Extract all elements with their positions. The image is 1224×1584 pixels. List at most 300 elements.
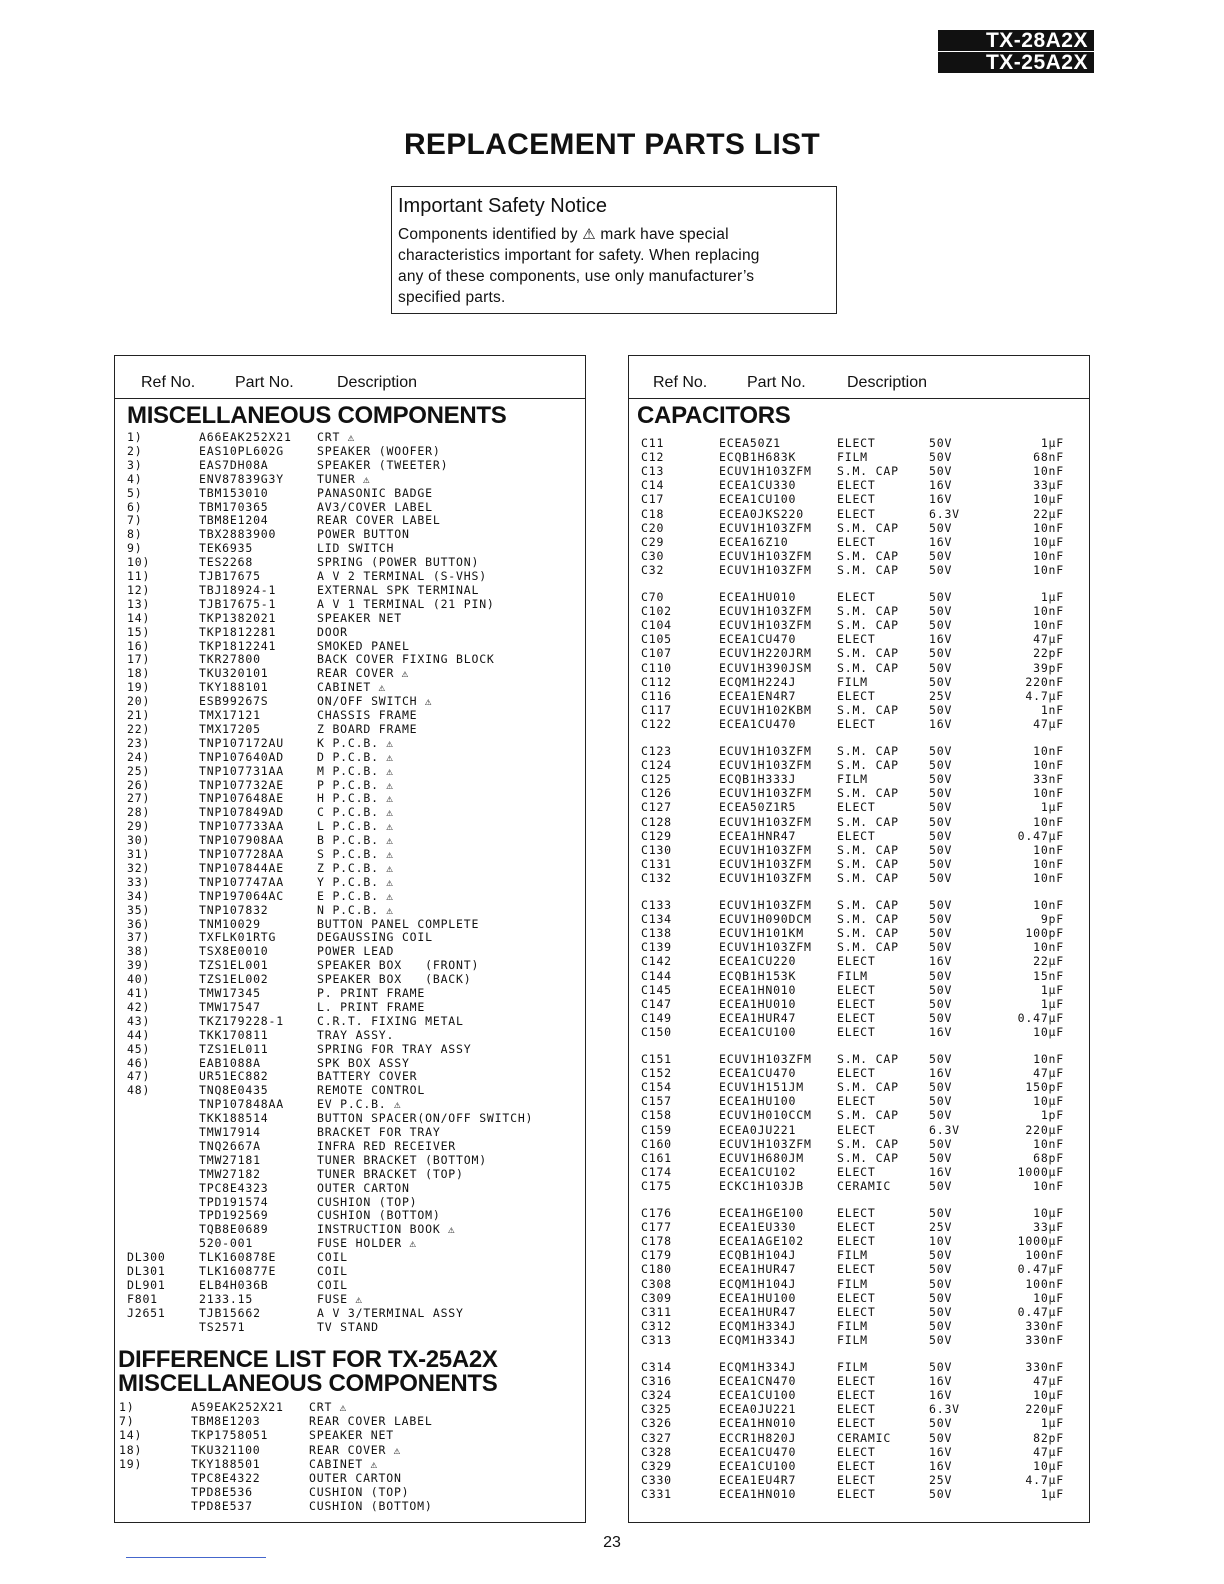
part-number: ECUV1H103ZFM (719, 842, 812, 857)
voltage-rating: 50V (929, 1262, 953, 1277)
voltage-rating: 50V (929, 1052, 953, 1066)
capacitance-value: 10nF (1033, 758, 1064, 773)
part-description: S P.C.B. ⚠ (317, 847, 394, 861)
ref-number: C157 (641, 1094, 672, 1109)
part-row (115, 1428, 575, 1442)
part-number: TNP107728AA (199, 847, 284, 861)
part-description: BACK COVER FIXING BLOCK (317, 652, 495, 667)
part-number: TES2268 (199, 555, 254, 570)
voltage-rating: 50V (929, 1178, 953, 1193)
cap-type: ELECT (837, 1388, 876, 1403)
part-description: REAR COVER ⚠ (317, 666, 410, 681)
capacitor-row (629, 1374, 1084, 1388)
part-number: ECEA1HN010 (719, 1486, 797, 1501)
cap-type: ELECT (837, 1304, 876, 1319)
part-row (115, 597, 575, 611)
part-description: LID SWITCH (317, 541, 395, 556)
part-row (115, 1400, 575, 1414)
warning-triangle-icon: ⚠ (332, 1401, 348, 1414)
part-description: COIL (317, 1264, 348, 1278)
part-description: SPRING (POWER BUTTON) (317, 555, 480, 570)
capacitance-value: 10nF (1033, 940, 1064, 955)
part-row (115, 1278, 575, 1292)
ref-number: C152 (641, 1066, 672, 1081)
ref-number: C127 (641, 800, 672, 815)
part-number: TZS1EL001 (199, 958, 269, 973)
cap-type: S.M. CAP (837, 646, 899, 661)
voltage-rating: 16V (929, 954, 953, 969)
part-number: ECEA1CU220 (719, 954, 797, 969)
ref-number: 42) (127, 999, 151, 1014)
warning-triangle-icon: ⚠ (378, 778, 394, 792)
part-row (115, 903, 575, 917)
ref-number: C175 (641, 1178, 672, 1193)
ref-number: C312 (641, 1318, 672, 1333)
voltage-rating: 50V (929, 842, 953, 857)
cap-type: ELECT (837, 534, 876, 549)
ref-number: C177 (641, 1220, 672, 1235)
capacitor-row (629, 675, 1084, 689)
part-number: ECEA1CN470 (719, 1374, 797, 1389)
part-number: ECQB1H153K (719, 968, 797, 983)
part-number: TMW17914 (199, 1125, 261, 1139)
warning-triangle-icon: ⚠ (378, 861, 394, 875)
voltage-rating: 50V (929, 870, 953, 885)
part-row (115, 500, 575, 514)
part-number: TMX17205 (199, 721, 261, 736)
capacitance-value: 1µF (1040, 1416, 1064, 1431)
capacitance-value: 10µF (1033, 492, 1064, 507)
cap-type: ELECT (837, 1220, 876, 1235)
ref-number: 21) (127, 708, 151, 722)
part-number: ECUV1H103ZFM (719, 520, 812, 535)
part-row (115, 1485, 575, 1499)
part-row (115, 1443, 575, 1457)
part-number: TJB17675 (199, 569, 261, 583)
ref-number: 7) (119, 1414, 135, 1429)
part-row (115, 430, 575, 444)
voltage-rating: 25V (929, 1472, 953, 1487)
capacitance-value: 10nF (1033, 562, 1064, 577)
part-number: ECUV1H103ZFM (719, 1136, 812, 1151)
part-description: L P.C.B. ⚠ (317, 819, 394, 834)
ref-number: C161 (641, 1150, 672, 1165)
cap-type: ELECT (837, 982, 876, 997)
part-number: ECCR1H820J (719, 1430, 797, 1445)
part-row (115, 625, 575, 639)
capacitance-value: 220µF (1025, 1402, 1064, 1417)
part-row (115, 1028, 575, 1042)
ref-number: C20 (641, 520, 665, 535)
part-number: ECEA1CU470 (719, 632, 797, 647)
capacitance-value: 33nF (1033, 772, 1064, 787)
ref-number: 46) (127, 1055, 151, 1070)
ref-number: C178 (641, 1234, 672, 1249)
part-row (115, 1000, 575, 1014)
cap-type: ELECT (837, 436, 876, 450)
capacitor-row (629, 815, 1084, 829)
ref-number: C142 (641, 954, 672, 969)
capacitance-value: 330nF (1025, 1360, 1064, 1374)
voltage-rating: 50V (929, 800, 953, 815)
voltage-rating: 16V (929, 1444, 953, 1459)
capacitor-row (629, 549, 1084, 563)
capacitance-value: 1000µF (1017, 1164, 1064, 1179)
cap-type: S.M. CAP (837, 912, 899, 927)
part-row (115, 1069, 575, 1083)
cap-type: ELECT (837, 1164, 876, 1179)
voltage-rating: 16V (929, 632, 953, 647)
ref-number: 16) (127, 638, 151, 653)
part-row (115, 1139, 575, 1153)
capacitor-row (629, 478, 1084, 492)
part-row (115, 778, 575, 792)
part-number: ESB99267S (199, 694, 269, 709)
ref-number: 3) (127, 457, 143, 472)
capacitor-row (629, 1108, 1084, 1122)
part-number: TMW27181 (199, 1152, 261, 1167)
capacitance-value: 10nF (1033, 520, 1064, 535)
capacitance-value: 10µF (1033, 1024, 1064, 1039)
ref-number: C331 (641, 1486, 672, 1501)
part-number: ECEA1EN4R7 (719, 688, 797, 703)
part-number: EAB1088A (199, 1055, 261, 1070)
notice-line1-pre: Components identified by (398, 226, 578, 243)
voltage-rating: 50V (929, 1416, 953, 1431)
part-number: TNP107640AD (199, 749, 284, 764)
warning-triangle-icon: ⚠ (363, 1457, 378, 1471)
part-number: ECUV1H102KBM (719, 702, 812, 717)
header-divider (115, 398, 585, 399)
ref-number: C133 (641, 898, 672, 912)
voltage-rating: 16V (929, 1374, 953, 1389)
ref-number: C314 (641, 1360, 672, 1374)
column-header-ref: Ref No. (653, 374, 708, 391)
part-description: A V 1 TERMINAL (21 PIN) (317, 596, 495, 611)
ref-number: 15) (127, 624, 151, 639)
ref-number: 25) (127, 763, 151, 778)
capacitance-value: 10µF (1033, 1094, 1064, 1109)
cap-type: ELECT (837, 716, 876, 731)
part-description: A V 3/TERMINAL ASSY (317, 1305, 464, 1320)
part-number: TNP107733AA (199, 819, 284, 834)
ref-number: C134 (641, 912, 672, 927)
part-number: ECUV1H103ZFM (719, 898, 812, 912)
ref-number: 22) (127, 721, 151, 736)
ref-number: C126 (641, 786, 672, 801)
voltage-rating: 50V (929, 1332, 953, 1347)
ref-number: C151 (641, 1052, 672, 1066)
safety-notice-text (398, 224, 830, 308)
part-description: COIL (317, 1277, 348, 1292)
voltage-rating: 50V (929, 520, 953, 535)
part-row (115, 486, 575, 500)
capacitance-value: 47µF (1033, 1444, 1064, 1459)
ref-number: 43) (127, 1013, 151, 1028)
notice-line2: characteristics important for safety. When replacing (398, 247, 760, 264)
cap-type: FILM (837, 1318, 868, 1333)
part-description: D P.C.B. ⚠ (317, 749, 394, 764)
part-row (115, 791, 575, 805)
capacitance-value: 1µF (1040, 590, 1064, 604)
part-description: COIL (317, 1250, 348, 1265)
part-row (115, 736, 575, 750)
page-title: REPLACEMENT PARTS LIST (403, 128, 821, 161)
part-number: TKK188514 (199, 1111, 269, 1126)
capacitance-value: 10nF (1033, 604, 1064, 619)
voltage-rating: 6.3V (929, 506, 960, 521)
cap-type: S.M. CAP (837, 856, 899, 871)
ref-number: C105 (641, 632, 672, 647)
part-number: ECEA1HN010 (719, 1416, 797, 1431)
part-description: P P.C.B. ⚠ (317, 777, 394, 792)
voltage-rating: 6.3V (929, 1402, 960, 1417)
capacitor-row (629, 871, 1084, 885)
voltage-rating: 50V (929, 786, 953, 801)
part-number: TBJ18924-1 (199, 582, 277, 597)
ref-number: C176 (641, 1206, 672, 1220)
cap-type: S.M. CAP (837, 1108, 899, 1123)
capacitor-row (629, 1360, 1084, 1374)
part-number: ELB4H036B (199, 1277, 269, 1292)
ref-number: C329 (641, 1458, 672, 1473)
capacitor-row (629, 464, 1084, 478)
ref-number: C129 (641, 828, 672, 843)
capacitor-row (629, 1305, 1084, 1319)
voltage-rating: 16V (929, 1388, 953, 1403)
ref-number: C138 (641, 926, 672, 941)
cap-type: S.M. CAP (837, 702, 899, 717)
voltage-rating: 50V (929, 1318, 953, 1333)
voltage-rating: 50V (929, 1150, 953, 1165)
part-row (115, 1471, 575, 1485)
part-description: EV P.C.B. ⚠ (317, 1097, 402, 1112)
part-number: EAS7DH08A (199, 457, 269, 472)
part-row (115, 1042, 575, 1056)
part-row (115, 541, 575, 555)
part-row (115, 1097, 575, 1111)
cap-type: ELECT (837, 1458, 876, 1473)
capacitance-value: 39pF (1033, 660, 1064, 675)
capacitor-row (629, 898, 1084, 912)
part-number: TPC8E4322 (191, 1471, 261, 1485)
capacitance-value: 10nF (1033, 814, 1064, 829)
warning-triangle-icon: ⚠ (386, 1443, 402, 1457)
part-description: SPEAKER BOX (FRONT) (317, 958, 480, 973)
ref-number: 23) (127, 735, 151, 750)
part-number: ECEA1HU010 (719, 590, 797, 604)
part-number: ECUV1H103ZFM (719, 940, 812, 955)
capacitor-row (629, 1416, 1084, 1430)
capacitance-value: 47µF (1033, 632, 1064, 647)
part-number: TNQ2667A (199, 1138, 261, 1153)
capacitor-row (629, 689, 1084, 703)
capacitors-panel (628, 355, 1090, 1523)
part-description: FUSE ⚠ (317, 1291, 363, 1306)
voltage-rating: 50V (929, 912, 953, 927)
warning-triangle-icon: ⚠ (378, 875, 394, 889)
ref-number: C104 (641, 618, 672, 633)
part-description: INFRA RED RECEIVER (317, 1138, 457, 1153)
part-row (115, 917, 575, 931)
capacitor-row (629, 997, 1084, 1011)
part-number: TNP107844AE (199, 860, 284, 875)
part-number: 2133.15 (199, 1291, 254, 1306)
cap-type: S.M. CAP (837, 464, 899, 479)
part-number: TBM8E1204 (199, 513, 269, 528)
part-number: TNP107908AA (199, 833, 284, 848)
ref-number: 14) (119, 1428, 143, 1443)
capacitance-value: 47µF (1033, 1374, 1064, 1389)
ref-number: C139 (641, 940, 672, 955)
part-description: A V 2 TERMINAL (S-VHS) (317, 569, 487, 583)
ref-number: 41) (127, 986, 151, 1000)
part-description: CRT ⚠ (317, 430, 356, 444)
capacitor-row (629, 926, 1084, 940)
voltage-rating: 50V (929, 590, 953, 604)
capacitance-value: 1µF (1040, 1486, 1064, 1501)
part-number: ECUV1H103ZFM (719, 870, 812, 885)
part-description: POWER BUTTON (317, 527, 410, 542)
part-number: ECEA0JKS220 (719, 506, 804, 521)
voltage-rating: 50V (929, 758, 953, 773)
cap-type: FILM (837, 1360, 868, 1374)
ref-number: C17 (641, 492, 665, 507)
ref-number: C124 (641, 758, 672, 773)
ref-number: 26) (127, 777, 151, 792)
capacitance-value: 10µF (1033, 1388, 1064, 1403)
capacitor-row (629, 717, 1084, 731)
cap-type: ELECT (837, 1444, 876, 1459)
cap-type: ELECT (837, 1094, 876, 1109)
capacitance-value: 10µF (1033, 534, 1064, 549)
part-number: ECQM1H334J (719, 1360, 797, 1374)
part-description: M P.C.B. ⚠ (317, 763, 394, 778)
ref-number: C11 (641, 436, 665, 450)
part-number: TNP107731AA (199, 763, 284, 778)
ref-number: 17) (127, 652, 151, 667)
capacitor-row (629, 1487, 1084, 1501)
capacitance-value: 68pF (1033, 1150, 1064, 1165)
column-header-desc: Description (847, 374, 928, 391)
part-row (115, 1457, 575, 1471)
capacitor-row (629, 661, 1084, 675)
part-number: TBM8E1203 (191, 1414, 261, 1429)
part-number: TNP107848AA (199, 1097, 284, 1112)
capacitance-value: 330nF (1025, 1332, 1064, 1347)
part-number: TSX8E0010 (199, 944, 269, 959)
part-number: ECUV1H151JM (719, 1080, 804, 1095)
capacitance-value: 10nF (1033, 1052, 1064, 1066)
part-number: TPD8E536 (191, 1485, 253, 1500)
part-number: TS2571 (199, 1319, 246, 1334)
voltage-rating: 50V (929, 1080, 953, 1095)
capacitance-value: 68nF (1033, 450, 1064, 465)
voltage-rating: 50V (929, 464, 953, 479)
part-row (115, 680, 575, 694)
ref-number: 19) (127, 680, 151, 695)
cap-type: ELECT (837, 1402, 876, 1417)
capacitance-value: 100pF (1025, 926, 1064, 941)
part-description: P. PRINT FRAME (317, 986, 426, 1000)
capacitor-row (629, 618, 1084, 632)
capacitor-row (629, 1066, 1084, 1080)
part-number: ECUV1H103ZFM (719, 758, 812, 773)
capacitance-value: 10nF (1033, 870, 1064, 885)
capacitance-value: 1pF (1040, 1108, 1064, 1123)
part-number: ECEA1HUR47 (719, 1262, 797, 1277)
voltage-rating: 50V (929, 1094, 953, 1109)
ref-number: C110 (641, 660, 672, 675)
capacitor-row (629, 436, 1084, 450)
voltage-rating: 50V (929, 814, 953, 829)
capacitor-row (629, 857, 1084, 871)
voltage-rating: 50V (929, 646, 953, 661)
part-row (115, 555, 575, 569)
part-row (115, 694, 575, 708)
capacitor-row (629, 632, 1084, 646)
voltage-rating: 50V (929, 1248, 953, 1263)
warning-triangle-icon: ⚠ (378, 806, 394, 820)
part-number: TZS1EL002 (199, 972, 269, 987)
capacitor-row (629, 786, 1084, 800)
ref-number: C154 (641, 1080, 672, 1095)
ref-number: 18) (119, 1442, 143, 1457)
part-number: ECEA1HUR47 (719, 1010, 797, 1025)
part-row (115, 1414, 575, 1428)
ref-number: 48) (127, 1083, 151, 1098)
part-number: ECUV1H103ZFM (719, 1052, 812, 1066)
warning-triangle-icon: ⚠ (378, 764, 394, 778)
capacitance-value: 33µF (1033, 478, 1064, 493)
part-description: Y P.C.B. ⚠ (317, 874, 394, 889)
part-number: TKU321100 (191, 1442, 261, 1457)
warning-triangle-icon: ⚠ (378, 903, 394, 917)
part-row (115, 611, 575, 625)
voltage-rating: 50V (929, 660, 953, 675)
voltage-rating: 50V (929, 1206, 953, 1220)
cap-type: FILM (837, 674, 868, 689)
ref-number: C32 (641, 562, 665, 577)
ref-number: 14) (127, 610, 151, 625)
voltage-rating: 50V (929, 1304, 953, 1319)
part-number: ECEA1CU100 (719, 1388, 797, 1403)
part-row (115, 875, 575, 889)
part-row (115, 1195, 575, 1209)
capacitance-value: 330nF (1025, 1318, 1064, 1333)
part-number: TNM10029 (199, 916, 261, 931)
ref-number: C308 (641, 1276, 672, 1291)
ref-number: 38) (127, 944, 151, 959)
cap-type: S.M. CAP (837, 898, 899, 912)
capacitance-value: 0.47µF (1017, 828, 1064, 843)
ref-number: C311 (641, 1304, 672, 1319)
part-number: ECEA0JU221 (719, 1402, 797, 1417)
part-number: ECEA1HU100 (719, 1094, 797, 1109)
capacitor-row (629, 1248, 1084, 1262)
cap-type: FILM (837, 1276, 868, 1291)
ref-number: 45) (127, 1041, 151, 1056)
part-description: TUNER ⚠ (317, 471, 371, 486)
voltage-rating: 50V (929, 604, 953, 619)
ref-number: C13 (641, 464, 665, 479)
capacitor-row (629, 1388, 1084, 1402)
part-number: ECEA1CU100 (719, 1024, 797, 1039)
part-number: ECEA1HNR47 (719, 828, 797, 843)
voltage-rating: 50V (929, 1290, 953, 1305)
capacitor-row (629, 1473, 1084, 1487)
ref-number: 47) (127, 1069, 151, 1084)
